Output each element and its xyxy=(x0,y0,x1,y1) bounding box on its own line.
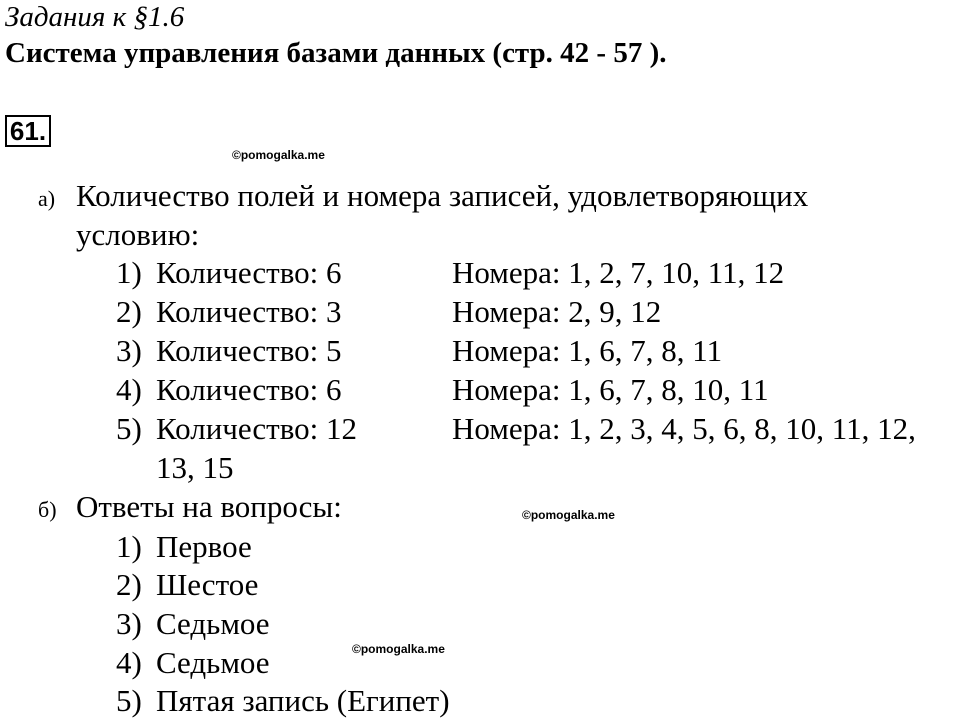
answer-text: Седьмое xyxy=(156,606,270,641)
answer-text: Первое xyxy=(156,529,252,564)
section-title: Задания к §1.6 xyxy=(5,1,185,33)
list-item-count: Количество: 12 xyxy=(156,411,358,446)
list-item-continuation: 13, 15 xyxy=(156,450,234,485)
part-b-title: Ответы на вопросы: xyxy=(76,489,342,524)
list-item-count: Количество: 5 xyxy=(156,333,342,368)
list-item-count: Количество: 6 xyxy=(156,255,342,290)
list-item-count: Количество: 3 xyxy=(156,294,342,329)
answer-text: Шестое xyxy=(156,567,259,602)
answer-index: 3) xyxy=(116,606,142,641)
list-item-numbers: Номера: 1, 6, 7, 8, 11 xyxy=(452,333,723,368)
part-a-intro-line2: условию: xyxy=(76,217,200,252)
list-item-index: 2) xyxy=(116,294,142,329)
list-item-numbers: Номера: 1, 2, 3, 4, 5, 6, 8, 10, 11, 12, xyxy=(452,411,916,446)
list-item-index: 1) xyxy=(116,255,142,290)
answer-index: 1) xyxy=(116,529,142,564)
list-item-numbers: Номера: 2, 9, 12 xyxy=(452,294,662,329)
list-item-index: 4) xyxy=(116,372,142,407)
list-item-numbers: Номера: 1, 2, 7, 10, 11, 12 xyxy=(452,255,785,290)
watermark: ©pomogalka.me xyxy=(232,148,325,162)
list-item-index: 3) xyxy=(116,333,142,368)
chapter-title: Система управления базами данных (стр. 42 - 57 ). xyxy=(5,37,667,69)
list-item-numbers: Номера: 1, 6, 7, 8, 10, 11 xyxy=(452,372,769,407)
task-number-box: 61. xyxy=(5,115,51,147)
answer-index: 5) xyxy=(116,683,142,718)
answer-index: 2) xyxy=(116,567,142,602)
answer-text: Седьмое xyxy=(156,645,270,680)
answer-text: Пятая запись (Египет) xyxy=(156,683,450,718)
list-item-index: 5) xyxy=(116,411,142,446)
part-a-intro-line1: Количество полей и номера записей, удовлетворяющих xyxy=(76,178,809,213)
part-b-marker: б) xyxy=(38,497,57,522)
list-item-count: Количество: 6 xyxy=(156,372,342,407)
watermark: ©pomogalka.me xyxy=(522,508,615,522)
answer-index: 4) xyxy=(116,645,142,680)
part-a-marker: а) xyxy=(38,186,56,211)
watermark: ©pomogalka.me xyxy=(352,642,445,656)
